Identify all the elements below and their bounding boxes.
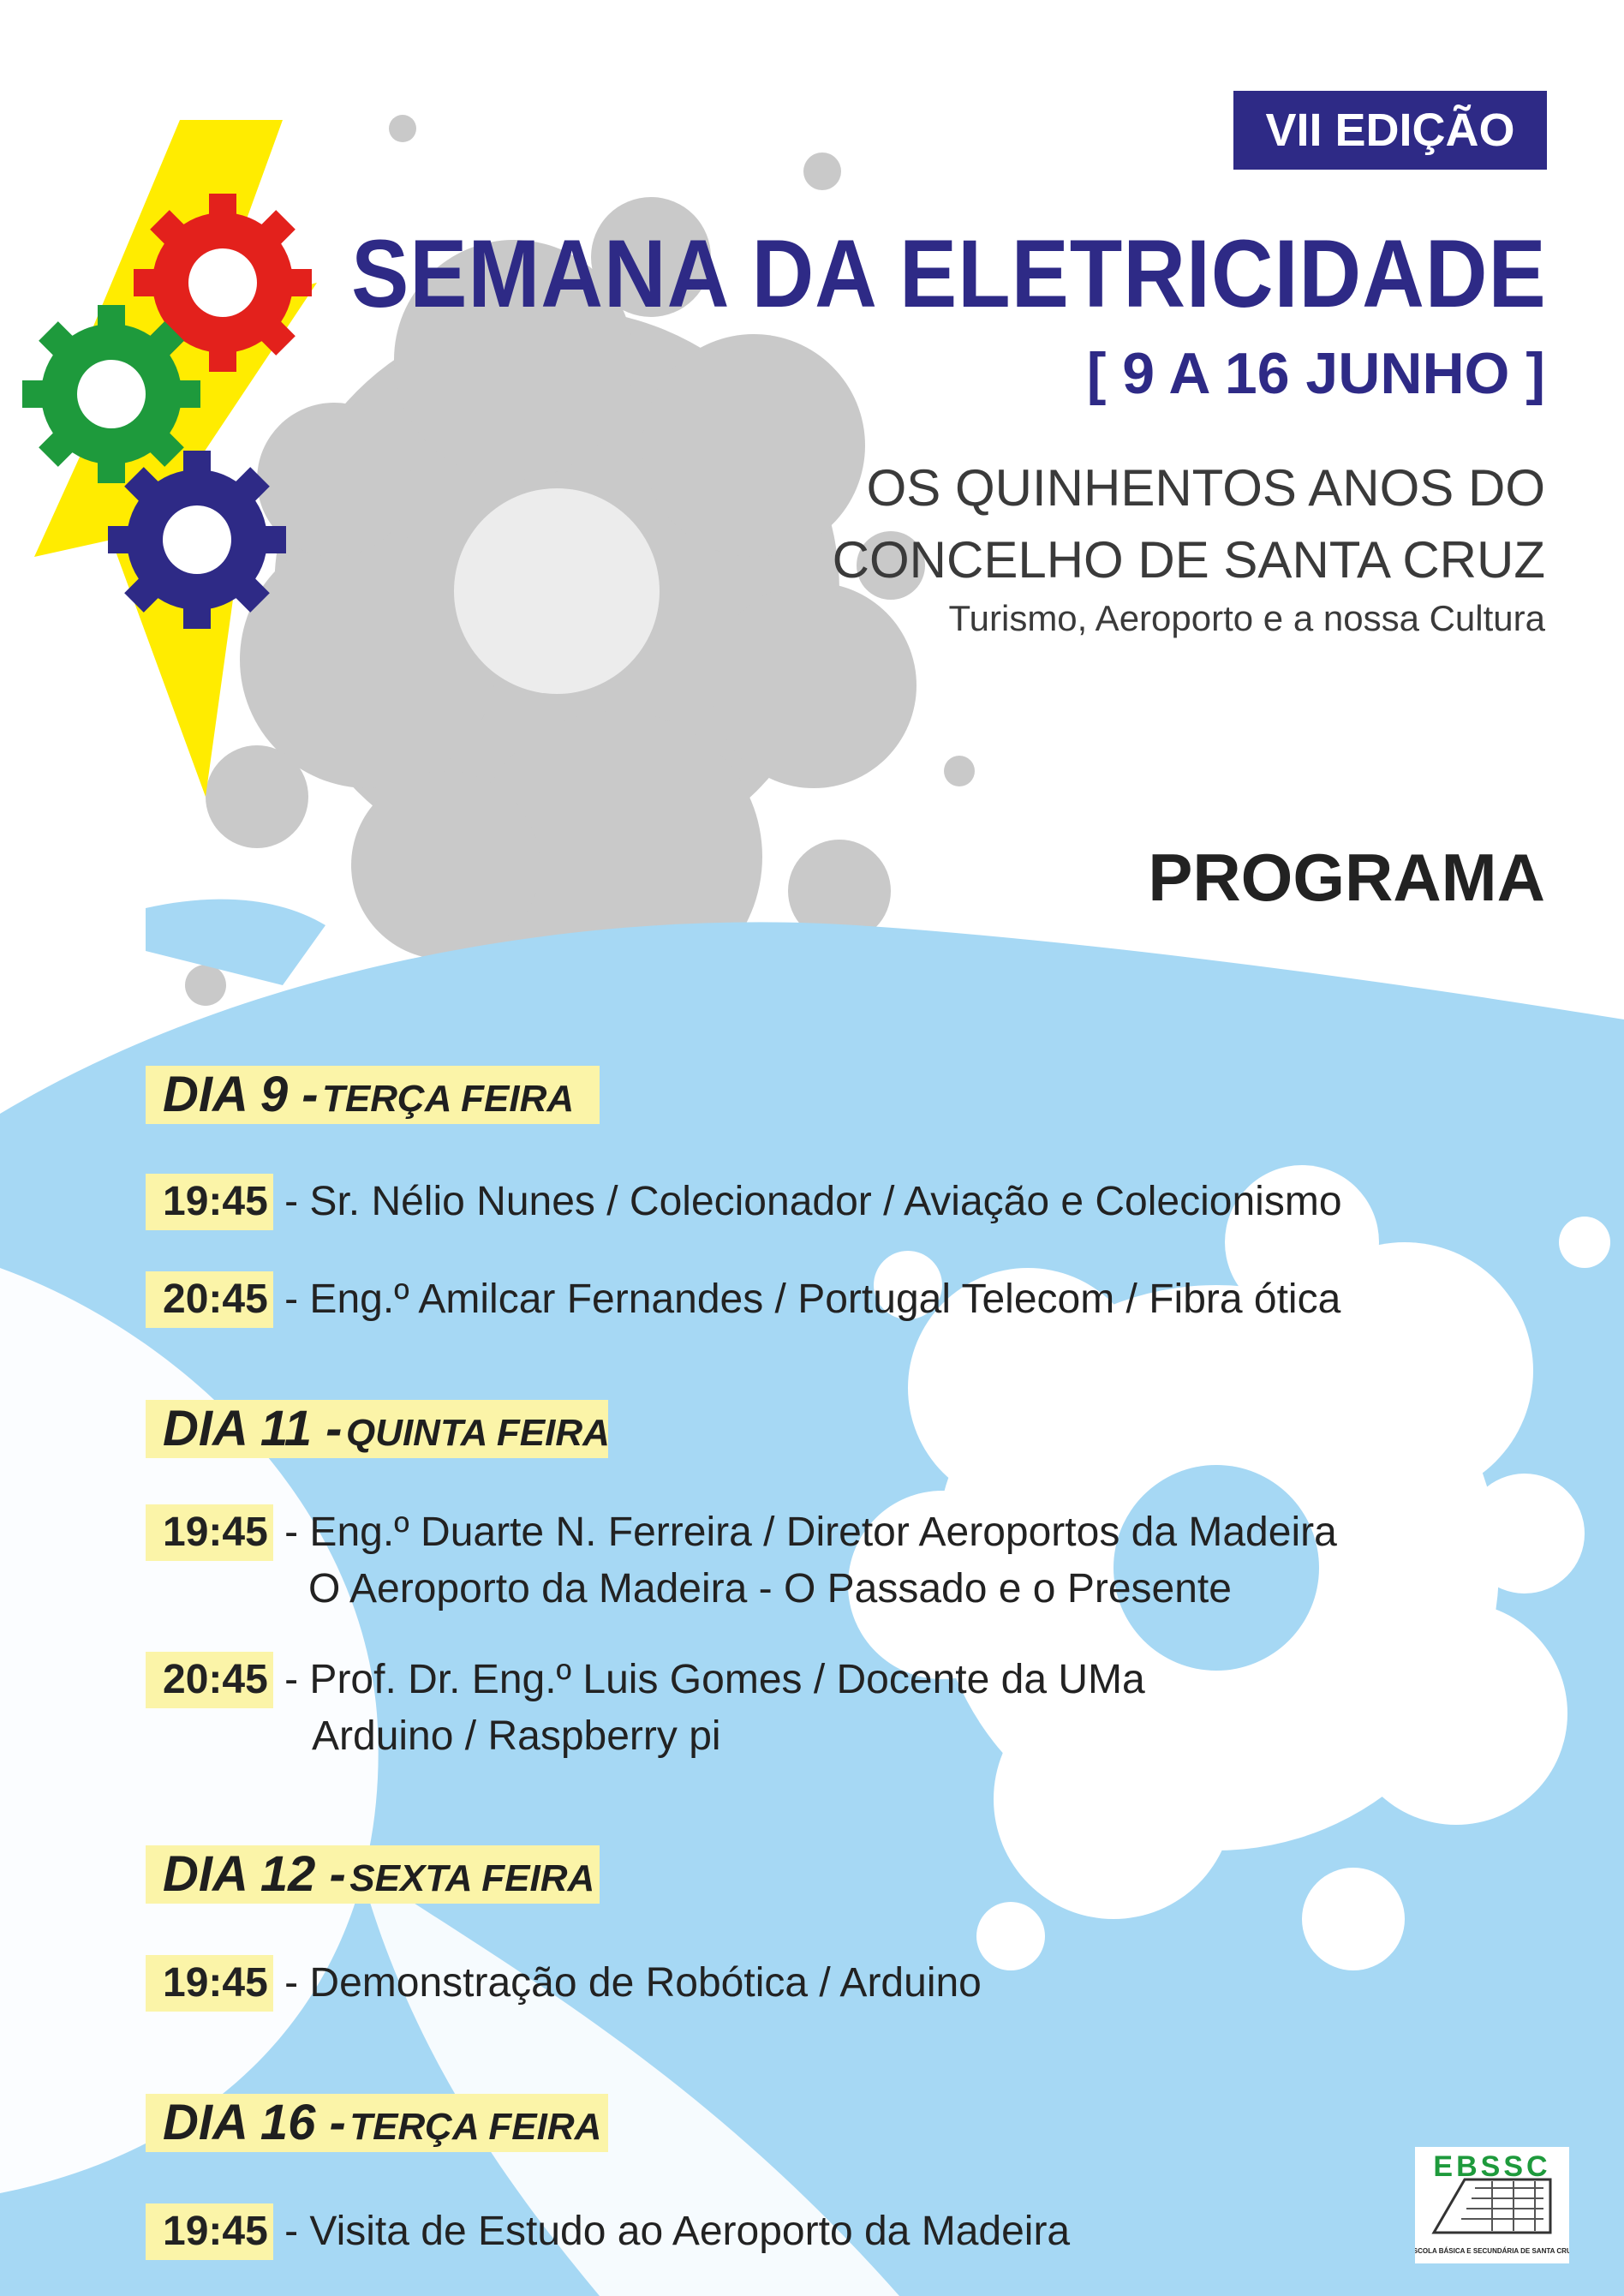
schedule-item (146, 2203, 1070, 2260)
day-weekday: QUINTA FEIRA (345, 1412, 610, 1454)
day-weekday: TERÇA FEIRA (322, 1078, 575, 1120)
event-description-continued: O Aeroporto da Madeira - O Passado e o Presente (308, 1566, 1232, 1611)
programa-heading: PROGRAMA (1148, 840, 1545, 915)
subtitle-line-2: CONCELHO DE SANTA CRUZ (832, 531, 1545, 589)
day-heading (146, 2094, 601, 2152)
day-number: DIA 9 - (163, 1067, 319, 1122)
day-heading (146, 1400, 610, 1458)
event-description: - Visita de Estudo ao Aeroporto da Madeira (272, 2209, 1071, 2254)
schedule-item (146, 1271, 1340, 1328)
day-number: DIA 16 - (163, 2095, 346, 2150)
subtitle-line-1: OS QUINHENTOS ANOS DO (866, 459, 1545, 517)
schedule-item (146, 1955, 982, 2012)
school-building-icon (1415, 2147, 1569, 2263)
event-description-continued: Arduino / Raspberry pi (312, 1713, 721, 1759)
school-logo-caption: ESCOLA BÁSICA E SECUNDÁRIA DE SANTA CRUZ (1415, 2247, 1569, 2255)
event-description: - Sr. Nélio Nunes / Colecionador / Aviação e Colecionismo (272, 1179, 1342, 1224)
event-description: - Eng.º Amilcar Fernandes / Portugal Telecom / Fibra ótica (272, 1277, 1341, 1322)
subtitle-block (833, 452, 1545, 596)
day-heading (146, 1066, 574, 1124)
event-time: 20:45 (146, 1652, 273, 1708)
subtitle-line-3: Turismo, Aeroporto e a nossa Cultura (948, 598, 1545, 638)
day-weekday: SEXTA FEIRA (349, 1857, 595, 1899)
event-description: - Demonstração de Robótica / Arduino (272, 1960, 982, 2006)
event-time: 20:45 (146, 1271, 273, 1328)
schedule-item (146, 1174, 1342, 1230)
school-logo (1415, 2147, 1569, 2263)
event-description: - Eng.º Duarte N. Ferreira / Diretor Aeroportos da Madeira (272, 1510, 1337, 1555)
edition-badge: VII EDIÇÃO (1233, 91, 1547, 170)
event-time: 19:45 (146, 1955, 273, 2012)
event-description: - Prof. Dr. Eng.º Luis Gomes / Docente da UMa (272, 1657, 1145, 1702)
day-number: DIA 12 - (163, 1846, 346, 1902)
gears-lightning-logo (17, 111, 343, 814)
day-heading (146, 1845, 594, 1904)
event-dates: [ 9 A 16 JUNHO ] (1086, 341, 1545, 406)
day-weekday: TERÇA FEIRA (349, 2106, 602, 2148)
navy-gear-icon (108, 451, 286, 629)
schedule-item (146, 1652, 1145, 1759)
event-time: 19:45 (146, 1174, 273, 1230)
green-gear-icon (22, 305, 200, 483)
schedule-item (146, 1504, 1337, 1611)
school-logo-letters: EBSSC (1433, 2150, 1551, 2183)
event-time: 19:45 (146, 2203, 273, 2260)
event-time: 19:45 (146, 1504, 273, 1561)
day-number: DIA 11 - (163, 1401, 343, 1456)
page-title: SEMANA DA ELETRICIDADE (351, 220, 1547, 327)
